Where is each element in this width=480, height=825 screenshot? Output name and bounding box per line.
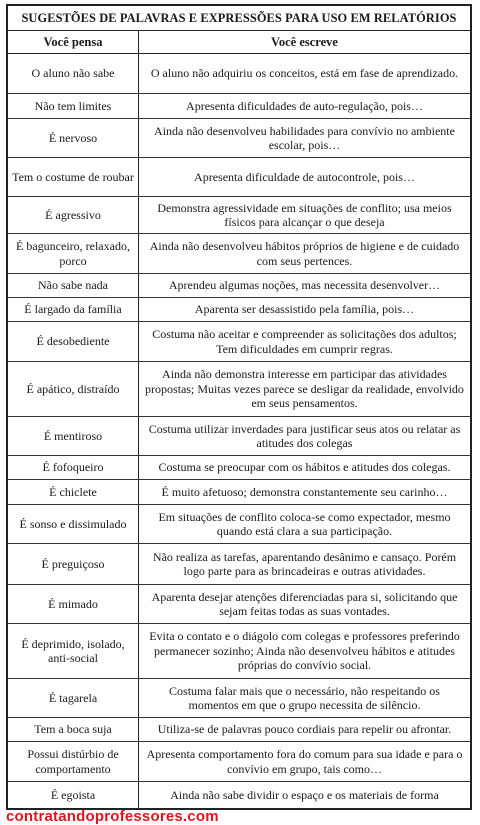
cell-voce-pensa: É desobediente (8, 322, 139, 361)
table-row (8, 544, 470, 585)
cell-voce-pensa: É mentiroso (8, 417, 139, 455)
table-row (8, 782, 470, 808)
cell-voce-pensa: É nervoso (8, 119, 139, 157)
header-voce-pensa: Você pensa (8, 31, 139, 53)
cell-voce-pensa: Não tem limites (8, 94, 139, 118)
table-row (8, 197, 470, 234)
cell-voce-escreve: Aparenta desejar atenções diferenciadas para si, solicitando que sejam feitas todas as suas vontades. (151, 589, 458, 618)
table-row (8, 298, 470, 322)
table-row (8, 742, 470, 782)
table-row (8, 322, 470, 362)
table-body (8, 54, 470, 808)
cell-voce-escreve: Apresenta comportamento fora do comum para sua idade e para o convívio em grupo, tais como… (146, 747, 463, 776)
table-row (8, 158, 470, 197)
cell-voce-pensa: Não sabe nada (8, 274, 139, 297)
table-row (8, 456, 470, 480)
cell-voce-pensa: É egoista (8, 782, 139, 808)
cell-voce-escreve: Evita o contato e o diágolo com colegas e professores preferindo permanecer sozinho; Ainda não desenvolveu hábitos e atitudes próprias do convívio social. (149, 629, 460, 673)
cell-voce-escreve: Costuma se preocupar com os hábitos e atitudes dos colegas. (158, 460, 451, 475)
cell-voce-pensa: É sonso e dissimulado (8, 505, 139, 543)
cell-voce-escreve: Aparenta ser desassistido pela família, pois… (194, 302, 415, 317)
table-row (8, 119, 470, 158)
cell-voce-escreve: Ainda não sabe dividir o espaço e os materiais de forma (170, 787, 439, 802)
cell-voce-escreve: Apresenta dificuldade de autocontrole, pois… (194, 169, 415, 184)
suggestions-table (6, 4, 472, 810)
table-row (8, 480, 470, 505)
cell-voce-pensa: É preguiçoso (8, 544, 139, 584)
cell-voce-escreve: É muito afetuoso; demonstra constantemente seu carinho… (161, 484, 448, 499)
cell-voce-pensa: É deprimido, isolado, anti-social (8, 624, 139, 678)
cell-voce-pensa: É agressivo (8, 197, 139, 233)
cell-voce-escreve: Não realiza as tarefas, aparentando desânimo e cansaço. Porém logo parte para as brincadeiras e outras atividades. (152, 549, 457, 578)
table-row (8, 585, 470, 624)
cell-voce-escreve: Ainda não desenvolveu habilidades para convívio no ambiente escolar, pois… (154, 123, 455, 152)
cell-voce-pensa: É chiclete (8, 480, 139, 504)
cell-voce-escreve: Apresenta dificuldades de auto-regulação, pois… (186, 98, 423, 113)
cell-voce-pensa: Tem a boca suja (8, 718, 139, 741)
table-title: SUGESTÕES DE PALAVRAS E EXPRESSÕES PARA USO EM RELATÓRIOS (8, 6, 470, 31)
cell-voce-pensa: É fofoqueiro (8, 456, 139, 479)
cell-voce-pensa: É largado da família (8, 298, 139, 321)
cell-voce-pensa: É bagunceiro, relaxado, porco (8, 234, 139, 273)
table-row (8, 417, 470, 456)
cell-voce-escreve: Ainda não desenvolveu hábitos próprios de higiene e de cuidado com seus pertences. (149, 239, 460, 268)
table-row (8, 54, 470, 94)
cell-voce-escreve: Ainda não demonstra interesse em participar das atividades propostas; Muitas vezes parece se desligar da realidade, envolvido em seus pensamentos. (145, 367, 464, 411)
table-row (8, 234, 470, 274)
table-row (8, 94, 470, 119)
cell-voce-escreve: Utiliza-se de palavras pouco cordiais para repelir ou afrontar. (157, 722, 452, 737)
cell-voce-pensa: É mimado (8, 585, 139, 623)
table-row (8, 362, 470, 417)
cell-voce-pensa: O aluno não sabe (8, 54, 139, 93)
table-row (8, 274, 470, 298)
header-voce-escreve: Você escreve (271, 34, 338, 49)
cell-voce-pensa: É tagarela (8, 679, 139, 717)
table-header (8, 31, 470, 54)
cell-voce-escreve: Costuma utilizar inverdades para justificar seus atos ou relatar as atitudes dos colegas (148, 421, 461, 450)
cell-voce-pensa: Tem o costume de roubar (8, 158, 139, 196)
cell-voce-escreve: Costuma falar mais que o necessário, não respeitando os momentos em que o grupo necessita de silêncio. (169, 683, 440, 712)
cell-voce-pensa: É apático, distraído (8, 362, 139, 416)
cell-voce-pensa: Possui distúrbio de comportamento (8, 742, 139, 781)
source-watermark: contratandoprofessores.com (6, 808, 219, 825)
table-row (8, 505, 470, 544)
cell-voce-escreve: O aluno não adquiriu os conceitos, está em fase de aprendizado. (150, 66, 459, 81)
table-row (8, 679, 470, 718)
cell-voce-escreve: Em situações de conflito coloca-se como expectador, mesmo quando está clara a sua participação. (158, 509, 451, 538)
cell-voce-escreve: Aprendeu algumas noções, mas necessita desenvolver… (168, 278, 441, 293)
table-row (8, 624, 470, 679)
cell-voce-escreve: Demonstra agressividade em situações de conflito; usa meios físicos para alcançar o que deseja (157, 200, 452, 229)
table-row (8, 718, 470, 742)
cell-voce-escreve: Costuma não aceitar e compreender as solicitações dos adultos; Tem dificuldades em cumprir regras. (152, 327, 457, 356)
